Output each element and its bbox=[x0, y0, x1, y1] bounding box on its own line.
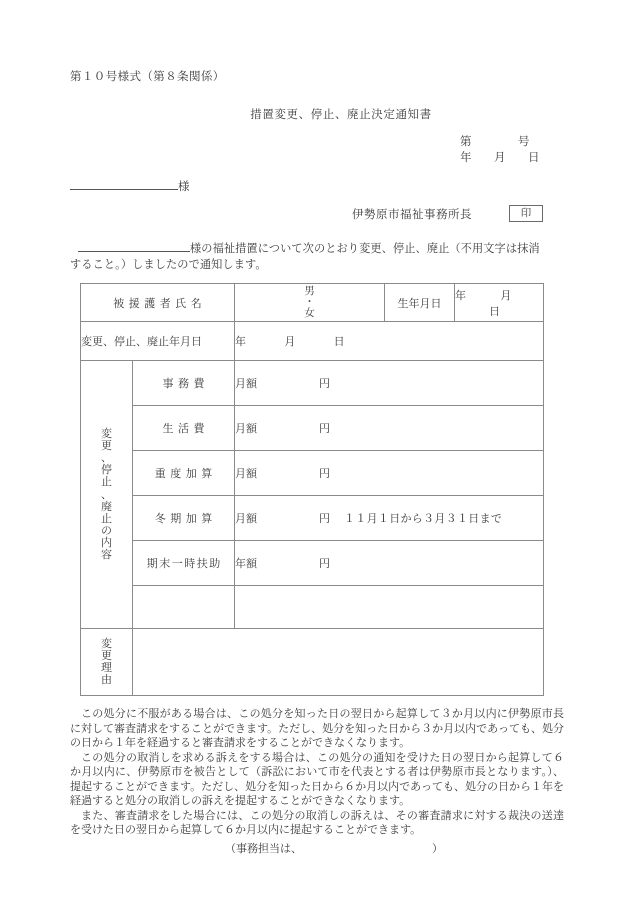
gender-選択[interactable] bbox=[235, 284, 384, 321]
table-row-item-5 bbox=[81, 586, 544, 629]
gender-male[interactable]: 男 bbox=[304, 285, 315, 297]
item-label-2: 重度加算 bbox=[154, 467, 217, 481]
reason-label-char-2: 理 bbox=[101, 661, 112, 675]
intro-blank-rule[interactable] bbox=[78, 240, 190, 252]
name-label-text: 被援護者氏名 bbox=[113, 296, 207, 310]
cell-item-label-1 bbox=[133, 406, 235, 451]
date-day-label: 日 bbox=[528, 150, 540, 164]
birth-year-label: 年 bbox=[455, 288, 467, 302]
content-label-char-9: 内 bbox=[101, 535, 112, 549]
content-label-char-5: 、 bbox=[101, 487, 112, 501]
gender-separator: ・ bbox=[304, 296, 315, 309]
unit-label-0: 円 bbox=[319, 377, 330, 391]
period-label-2: 月額 bbox=[235, 467, 257, 481]
contact-line bbox=[0, 840, 630, 856]
reason-label-chars bbox=[81, 630, 132, 694]
table-row-name bbox=[81, 284, 544, 322]
intro-line-2: すること。）しましたので通知します。 bbox=[70, 258, 267, 271]
content-label-char-8: の bbox=[101, 523, 112, 537]
note-3: １１月１日から３月３１日まで bbox=[344, 512, 503, 526]
number-prefix: 第 bbox=[460, 134, 472, 148]
change-year-label: 年 bbox=[235, 335, 247, 349]
date-year-label: 年 bbox=[460, 150, 472, 164]
unit-label-3: 円 bbox=[319, 512, 330, 526]
document-title-text: 措置変更、停止、廃止決定通知書 bbox=[250, 107, 432, 121]
contact-prefix: （事務担当は、 bbox=[225, 842, 302, 855]
unit-label-2: 円 bbox=[319, 467, 330, 481]
change-day-label: 日 bbox=[333, 335, 345, 349]
document-title bbox=[0, 106, 630, 122]
item-label-4: 期末一時扶助 bbox=[146, 557, 222, 571]
recipient-suffix: 様 bbox=[178, 179, 190, 193]
cell-birth-value[interactable] bbox=[455, 284, 544, 322]
reason-label-char-0: 変 bbox=[101, 636, 112, 650]
recipient-blank-rule[interactable] bbox=[70, 178, 178, 190]
issuer-name: 伊勢原市福祉事務所長 bbox=[352, 207, 472, 221]
content-label-char-4: 止 bbox=[101, 475, 112, 489]
content-label-char-10: 容 bbox=[101, 547, 112, 561]
table-row-item-1 bbox=[81, 406, 544, 451]
birth-day-label: 日 bbox=[489, 304, 501, 318]
cell-change-date-value[interactable] bbox=[235, 322, 544, 361]
intro-paragraph bbox=[70, 240, 564, 273]
cell-item-label-5[interactable] bbox=[133, 586, 235, 629]
cell-reason-vertical-label bbox=[81, 629, 133, 696]
legal-paragraph-1: この処分に不服がある場合は、この処分を知った日の翌日から起算して３か月以内に伊勢原市長に対して審査請求をすることができます。ただし、処分を知った日から３か月以内であっても、処分の日から１年を経過すると審査請求をすることができなくなります。 bbox=[70, 707, 565, 749]
content-label-char-1: 更 bbox=[101, 439, 112, 453]
legal-paragraph-3: また、審査請求をした場合には、この処分の取消しの訴えは、その審査請求に対する裁決の送達を受けた日の翌日から起算して６か月以内に提起することができます。 bbox=[70, 808, 564, 836]
cell-item-amount-1[interactable] bbox=[235, 406, 544, 451]
content-label-char-3: 停 bbox=[101, 463, 112, 477]
table-row-item-4 bbox=[81, 541, 544, 586]
number-suffix: 号 bbox=[518, 134, 530, 148]
content-label-chars bbox=[81, 423, 132, 566]
period-label-1: 月額 bbox=[235, 422, 257, 436]
content-label-char-6: 廃 bbox=[101, 499, 112, 513]
period-label-4: 年額 bbox=[235, 557, 257, 571]
period-label-3: 月額 bbox=[235, 512, 257, 526]
item-label-3: 冬期加算 bbox=[154, 512, 217, 526]
recipient-line bbox=[70, 178, 190, 194]
form-number: 第１０号様式（第８条関係） bbox=[70, 69, 225, 83]
cell-item-label-2 bbox=[133, 451, 235, 496]
cell-content-vertical-label bbox=[81, 361, 133, 629]
cell-item-label-4 bbox=[133, 541, 235, 586]
table-row-reason bbox=[81, 629, 544, 696]
cell-item-amount-5[interactable] bbox=[235, 586, 544, 629]
document-date-line bbox=[460, 149, 580, 165]
gender-female[interactable]: 女 bbox=[304, 307, 315, 320]
legal-paragraph-2: この処分の取消しを求める訴えをする場合は、この処分の通知を受けた日の翌日から起算して６か月以内に、伊勢原市を被告として（訴訟において市を代表とする者は伊勢原市長となります。）、提起することができます。ただし、処分を知った日から６か月以内であっても、処分の日から１年を経過すると処分の取消しの訴えを提起することができなくなります。 bbox=[70, 750, 565, 807]
cell-birth-label: 生年月日 bbox=[385, 284, 455, 322]
item-label-0: 事務費 bbox=[162, 377, 209, 391]
unit-label-4: 円 bbox=[319, 557, 330, 571]
cell-item-label-0 bbox=[133, 361, 235, 406]
cell-item-amount-2[interactable] bbox=[235, 451, 544, 496]
unit-label-1: 円 bbox=[319, 422, 330, 436]
table-row-item-2 bbox=[81, 451, 544, 496]
intro-line-1 bbox=[70, 240, 564, 257]
legal-notice bbox=[70, 707, 564, 838]
content-label-char-2: 、 bbox=[101, 451, 112, 465]
cell-change-date-label: 変更、停止、廃止年月日 bbox=[81, 322, 235, 361]
birth-month-label: 月 bbox=[500, 288, 512, 302]
intro-line-1-text: 様の福祉措置について次のとおり変更、停止、廃止（不用文字は抹消 bbox=[190, 242, 540, 255]
decision-table bbox=[80, 283, 544, 696]
seal-box: 印 bbox=[509, 205, 543, 222]
cell-reason-value[interactable] bbox=[133, 629, 544, 696]
content-label-char-0: 変 bbox=[101, 427, 112, 441]
table-row-item-0 bbox=[81, 361, 544, 406]
date-month-label: 月 bbox=[494, 150, 506, 164]
table-row-change-date bbox=[81, 322, 544, 361]
cell-item-amount-3[interactable] bbox=[235, 496, 544, 541]
cell-item-amount-0[interactable] bbox=[235, 361, 544, 406]
document-number-line bbox=[460, 133, 580, 149]
content-label-char-7: 止 bbox=[101, 511, 112, 525]
reason-label-char-1: 更 bbox=[101, 648, 112, 662]
cell-name-label bbox=[81, 284, 235, 322]
cell-name-value[interactable] bbox=[235, 284, 385, 322]
cell-item-label-3 bbox=[133, 496, 235, 541]
contact-suffix: ） bbox=[432, 842, 443, 855]
change-month-label: 月 bbox=[284, 335, 296, 349]
period-label-0: 月額 bbox=[235, 377, 257, 391]
item-label-1: 生活費 bbox=[162, 422, 209, 436]
table-row-item-3 bbox=[81, 496, 544, 541]
cell-item-amount-4[interactable] bbox=[235, 541, 544, 586]
reason-label-char-3: 由 bbox=[101, 673, 112, 687]
